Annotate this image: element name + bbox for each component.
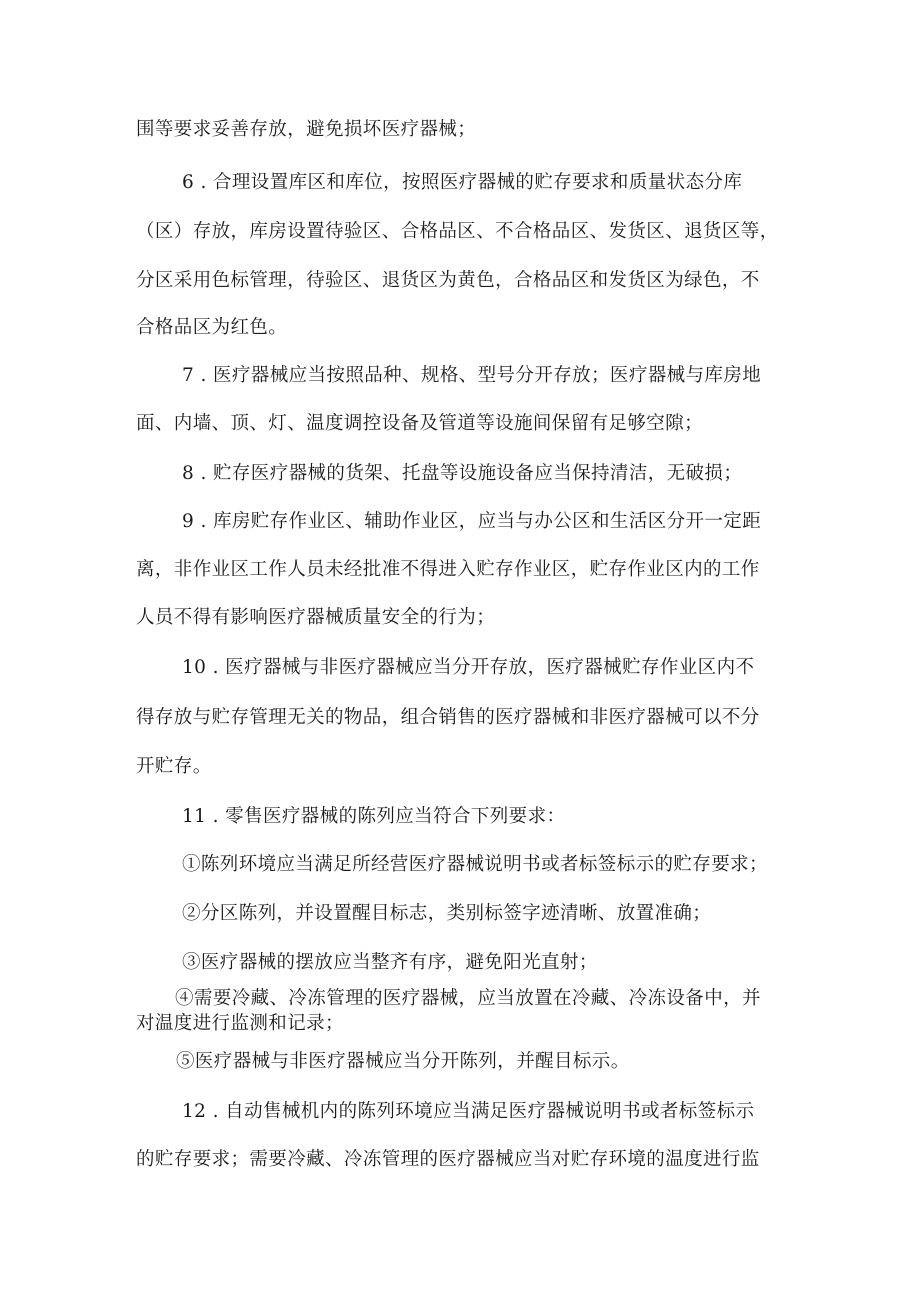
text-line: 得存放与贮存管理无关的物品，组合销售的医疗器械和非医疗器械可以不分: [136, 707, 760, 728]
text-line: 11 . 零售医疗器械的陈列应当符合下列要求：: [182, 806, 566, 827]
text-line: 离，非作业区工作人员未经批准不得进入贮存作业区，贮存作业区内的工作: [136, 559, 760, 580]
text-line: 人员不得有影响医疗器械质量安全的行为；: [136, 607, 496, 628]
text-line: 对温度进行监测和记录；: [136, 1013, 344, 1034]
text-line: ⑤医疗器械与非医疗器械应当分开陈列，并醒目标示。: [176, 1051, 630, 1072]
text-line: 的贮存要求；需要冷藏、冷冻管理的医疗器械应当对贮存环境的温度进行监: [136, 1149, 760, 1170]
text-line: 12 . 自动售械机内的陈列环境应当满足医疗器械说明书或者标签标示: [182, 1101, 755, 1122]
text-line: ③医疗器械的摆放应当整齐有序，避免阳光直射；: [182, 952, 598, 973]
text-line: 围等要求妥善存放，避免损坏医疗器械；: [136, 119, 477, 140]
text-line: 面、内墙、顶、灯、温度调控设备及管道等设施间保留有足够空隙；: [136, 413, 704, 434]
text-line: 合格品区为红色。: [136, 317, 288, 338]
text-line: 10 . 医疗器械与非医疗器械应当分开存放，医疗器械贮存作业区内不: [182, 657, 755, 678]
text-line: ①陈列环境应当满足所经营医疗器械说明书或者标签标示的贮存要求；: [182, 854, 768, 875]
text-line: ②分区陈列，并设置醒目标志，类别标签字迹清晰、放置准确；: [182, 903, 712, 924]
text-line: （区）存放，库房设置待验区、合格品区、不合格品区、发货区、退货区等，: [136, 221, 779, 242]
text-line: 7 . 医疗器械应当按照品种、规格、型号分开存放；医疗器械与库房地: [182, 365, 762, 386]
text-line: 6 . 合理设置库区和库位，按照医疗器械的贮存要求和质量状态分库: [182, 172, 743, 193]
text-line: 开贮存。: [136, 756, 212, 777]
text-line: 分区采用色标管理，待验区、退货区为黄色，合格品区和发货区为绿色，不: [136, 270, 760, 291]
text-line: ④需要冷藏、冷冻管理的医疗器械，应当放置在冷藏、冷冻设备中，并: [175, 988, 761, 1009]
text-line: 9 . 库房贮存作业区、辅助作业区，应当与办公区和生活区分开一定距: [182, 511, 762, 532]
text-line: 8 . 贮存医疗器械的货架、托盘等设施设备应当保持清洁，无破损；: [182, 463, 743, 484]
